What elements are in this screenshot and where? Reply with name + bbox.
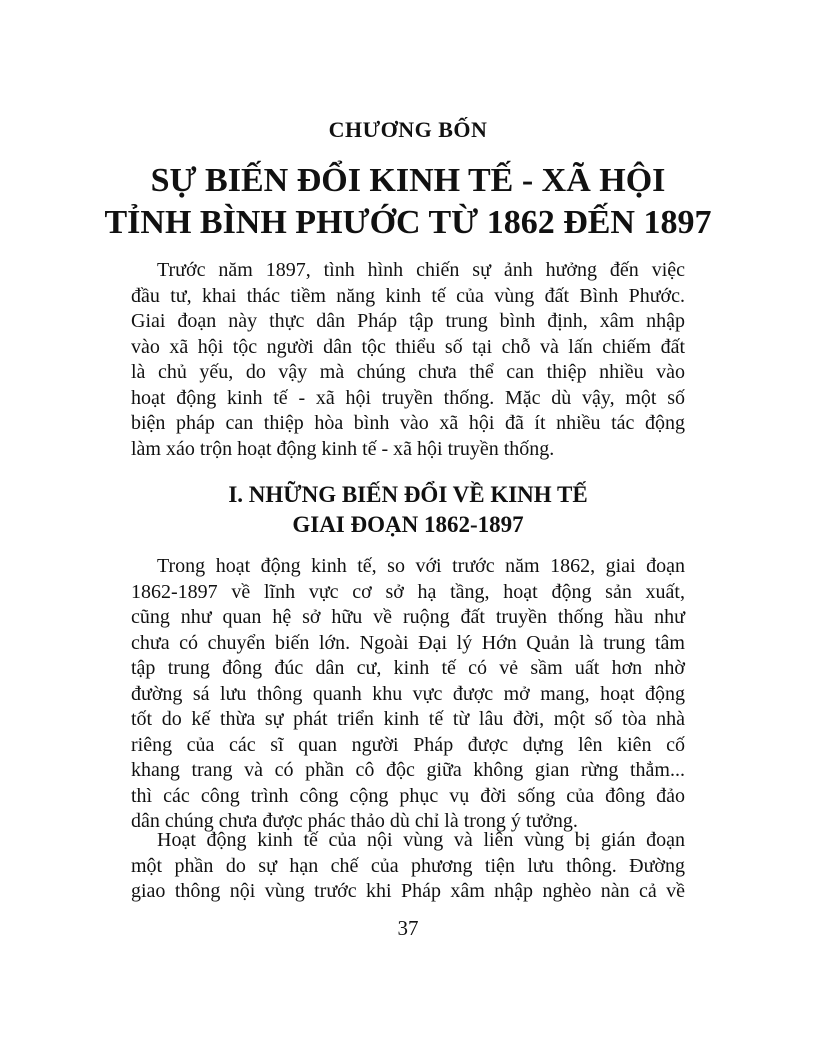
- text-line: 1862-1897 về lĩnh vực cơ sở hạ tầng, hoạt động sản xuất,: [131, 580, 685, 603]
- body-paragraph-2: [131, 828, 685, 905]
- text-line: cũng như quan hệ sở hữu về ruộng đất truyền thống hầu như: [131, 606, 685, 628]
- chapter-label: CHƯƠNG BỐN: [328, 117, 488, 142]
- section-heading: [0, 480, 816, 540]
- text-line: một phần do sự hạn chế của phương tiện lưu thông. Đường: [131, 854, 685, 877]
- text-line: đầu tư, khai thác tiềm năng kinh tế của vùng đất Bình Phước.: [131, 284, 685, 307]
- text-line: thì các công trình công cộng phục vụ đời sống của đông đảo: [131, 784, 685, 807]
- text-line: chưa có chuyển biến lớn. Ngoài Đại lý Hớn Quản là trung tâm: [131, 631, 685, 654]
- text-line: Trong hoạt động kinh tế, so với trước năm 1862, giai đoạn: [157, 555, 685, 577]
- section-heading-line-2: GIAI ĐOẠN 1862-1897: [292, 512, 524, 537]
- text-line: giao thông nội vùng trước khi Pháp xâm nhập nghèo nàn cả về: [131, 880, 685, 902]
- text-line: tập trung đông đúc dân cư, kinh tế có vẻ sầm uất hơn nhờ: [131, 657, 685, 679]
- text-line: đường sá lưu thông quanh khu vực được mở mang, hoạt động: [131, 682, 685, 705]
- text-line: Giai đoạn này thực dân Pháp tập trung bình định, xâm nhập: [131, 310, 685, 332]
- text-line: tốt do kế thừa sự phát triển kinh tế từ lâu đời, một số tòa nhà: [131, 708, 685, 730]
- text-line: là chủ yếu, do vậy mà chúng chưa thể can thiệp nhiều vào: [131, 361, 685, 383]
- text-line: Hoạt động kinh tế của nội vùng và liên vùng bị gián đoạn: [157, 829, 685, 851]
- section-heading-line-1: I. NHỮNG BIẾN ĐỔI VỀ KINH TẾ: [228, 482, 588, 507]
- text-line: riêng của các sĩ quan người Pháp được dựng lên kiên cố: [131, 733, 685, 756]
- text-line: vào xã hội tộc người dân tộc thiểu số tại chỗ và lấn chiếm đất: [131, 335, 685, 358]
- text-line: biện pháp can thiệp hòa bình vào xã hội đã ít nhiều tác động: [131, 412, 685, 434]
- chapter-title: [0, 160, 816, 244]
- text-line: hoạt động kinh tế - xã hội truyền thống. Mặc dù vậy, một số: [131, 386, 685, 409]
- text-line: khang trang và có phần cô độc giữa không gian rừng thẳm...: [131, 759, 685, 781]
- chapter-title-line-1: SỰ BIẾN ĐỔI KINH TẾ - XÃ HỘI: [150, 162, 666, 199]
- chapter-title-line-2: TỈNH BÌNH PHƯỚC TỪ 1862 ĐẾN 1897: [104, 204, 712, 241]
- intro-paragraph: [131, 258, 685, 462]
- text-line: Trước năm 1897, tình hình chiến sự ảnh hưởng đến việc: [157, 259, 685, 281]
- page-number: 37: [397, 916, 419, 940]
- body-paragraph-1: [131, 554, 685, 835]
- text-line: dân chúng chưa được phác thảo dù chỉ là trong ý tưởng.: [131, 810, 578, 832]
- text-line: làm xáo trộn hoạt động kinh tế - xã hội truyền thống.: [131, 437, 555, 460]
